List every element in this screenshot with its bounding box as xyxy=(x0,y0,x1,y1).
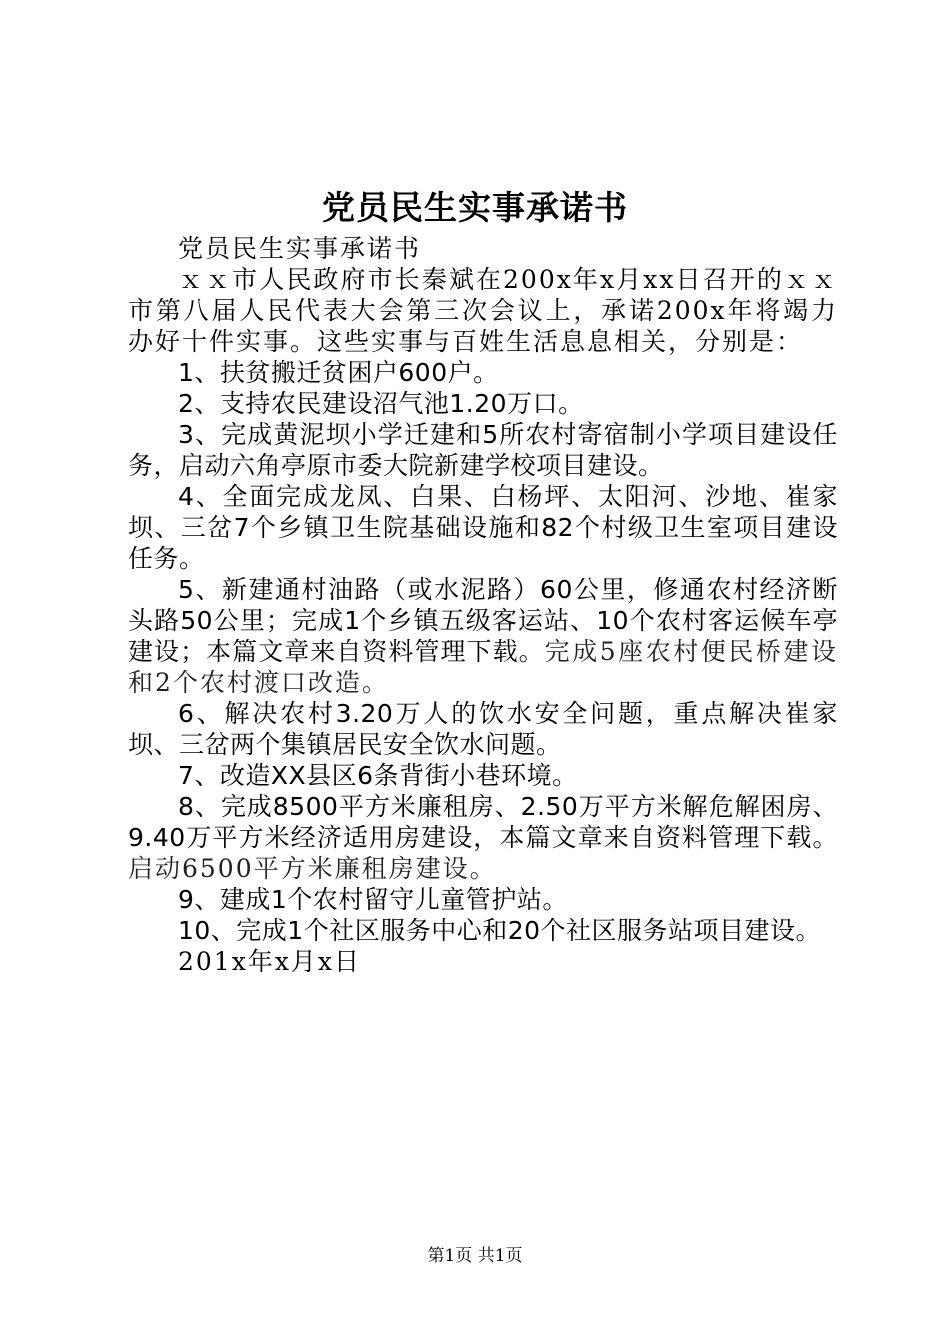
subtitle-paragraph: 党员民生实事承诺书 xyxy=(178,234,422,263)
item-paragraph-10 xyxy=(128,915,838,946)
item-text: 8、完成8500平方米廉租房、2.50万平方米解危解困房、9.40万平方米经济适用房建设，本篇文章来自资料管理下载。 xyxy=(128,792,838,852)
item-text: 4、全面完成龙凤、白果、白杨坪、太阳河、沙地、崔家坝、三岔7个乡镇卫生院基础设施和82个村级卫生室项目建设任务。 xyxy=(128,482,838,573)
document-title: 党员民生实事承诺书 xyxy=(322,188,628,227)
item-text: 10、完成1个社区服务中心和20个社区服务站项目建设。 xyxy=(178,916,822,945)
item-paragraph-9 xyxy=(128,884,838,915)
item-text: 6、解决农村3.20万人的饮水安全问题，重点解决崔家坝、三岔两个集镇居民安全饮水问题。 xyxy=(128,699,838,759)
date-line: 201x年x月x日 xyxy=(178,947,362,976)
document-body xyxy=(128,233,838,977)
item-paragraph-2 xyxy=(128,388,838,419)
item-text: 2、支持农民建设沼气池1.20万口。 xyxy=(178,389,584,418)
page-footer: 第1页 共1页 xyxy=(427,1246,523,1266)
intro-paragraph: ｘｘ市人民政府市长秦斌在200x年x月xx日召开的ｘｘ市第八届人民代表大会第三次会议上，承诺200x年将竭力办好十件实事。这些实事与百姓生活息息相关，分别是： xyxy=(128,265,838,356)
item-text: 7、改造XX县区6条背街小巷环境。 xyxy=(178,761,578,790)
item-paragraph-3 xyxy=(128,419,838,481)
item-text: 5、新建通村油路（或水泥路）60公里，修通农村经济断头路50公里；完成1个乡镇五级客运站、10个农村客运候车亭建设；本篇文章来自资料管理下载。 xyxy=(128,575,838,666)
item-extra-text: 完成5座农村便民桥建设和2个农村渡口改造。 xyxy=(128,637,838,697)
item-text: 1、扶贫搬迁贫困户600户。 xyxy=(178,358,499,387)
item-paragraph-5 xyxy=(128,574,838,698)
item-paragraph-6 xyxy=(128,698,838,760)
item-text: 9、建成1个农村留守儿童管护站。 xyxy=(178,885,568,914)
item-extra-text: 启动6500平方米廉租房建设。 xyxy=(128,854,497,883)
item-paragraph-7 xyxy=(128,760,838,791)
item-paragraph-4 xyxy=(128,481,838,574)
item-paragraph-8 xyxy=(128,791,838,884)
item-text: 3、完成黄泥坝小学迁建和5所农村寄宿制小学项目建设任务，启动六角亭原市委大院新建学校项目建设。 xyxy=(128,420,838,480)
item-paragraph-1 xyxy=(128,357,838,388)
